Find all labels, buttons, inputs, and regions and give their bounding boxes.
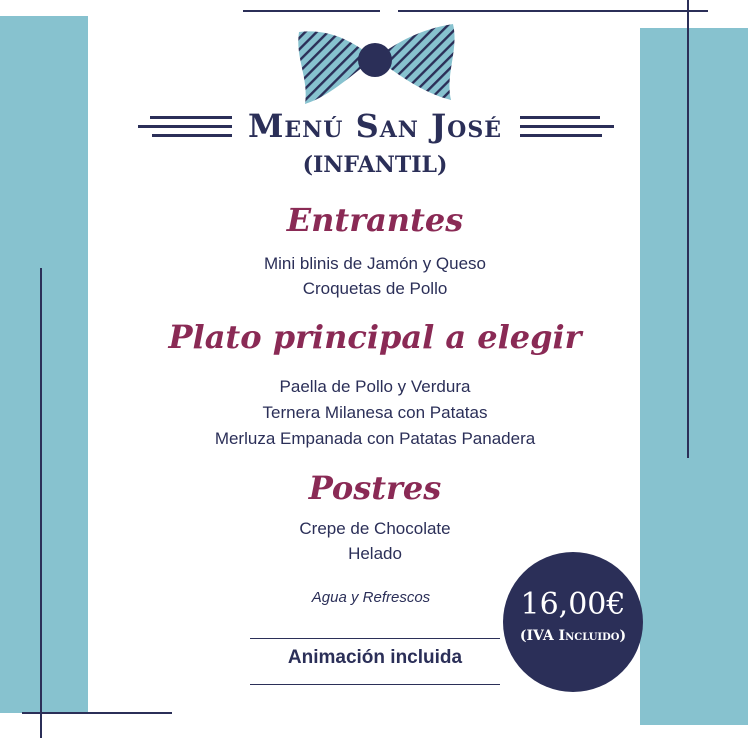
menu-item: Croquetas de Pollo xyxy=(302,279,448,298)
section-heading-main-course: Plato principal a elegir xyxy=(168,318,582,356)
menu-item: Mini blinis de Jamón y Queso xyxy=(263,254,487,273)
entertainment-top-rule xyxy=(250,638,500,639)
title-row xyxy=(0,103,750,153)
menu-item: Ternera Milanesa con Patatas xyxy=(262,403,488,422)
section-heading-starters: Entrantes xyxy=(286,201,464,239)
entertainment-note: Animación incluida xyxy=(287,647,463,668)
price-amount: 16,00€ xyxy=(520,587,626,622)
menu-item: Paella de Pollo y Verdura xyxy=(279,377,471,396)
entertainment-bottom-rule xyxy=(250,684,500,685)
bottom-line xyxy=(22,712,172,714)
drinks-note: Agua y Refrescos xyxy=(311,589,431,606)
page-title: Menú San José xyxy=(247,107,502,145)
top-line-left xyxy=(243,10,380,12)
top-line-right xyxy=(398,10,708,12)
menu-item: Crepe de Chocolate xyxy=(299,519,451,538)
bowtie-icon xyxy=(295,18,457,108)
price-badge xyxy=(503,552,643,692)
page-subtitle: (INFANTIL) xyxy=(302,152,448,178)
price-tax-note: (IVA Incluido) xyxy=(519,628,627,644)
menu-item: Helado xyxy=(348,544,402,563)
section-heading-desserts: Postres xyxy=(308,469,442,507)
menu-item: Merluza Empanada con Patatas Panadera xyxy=(214,429,536,448)
